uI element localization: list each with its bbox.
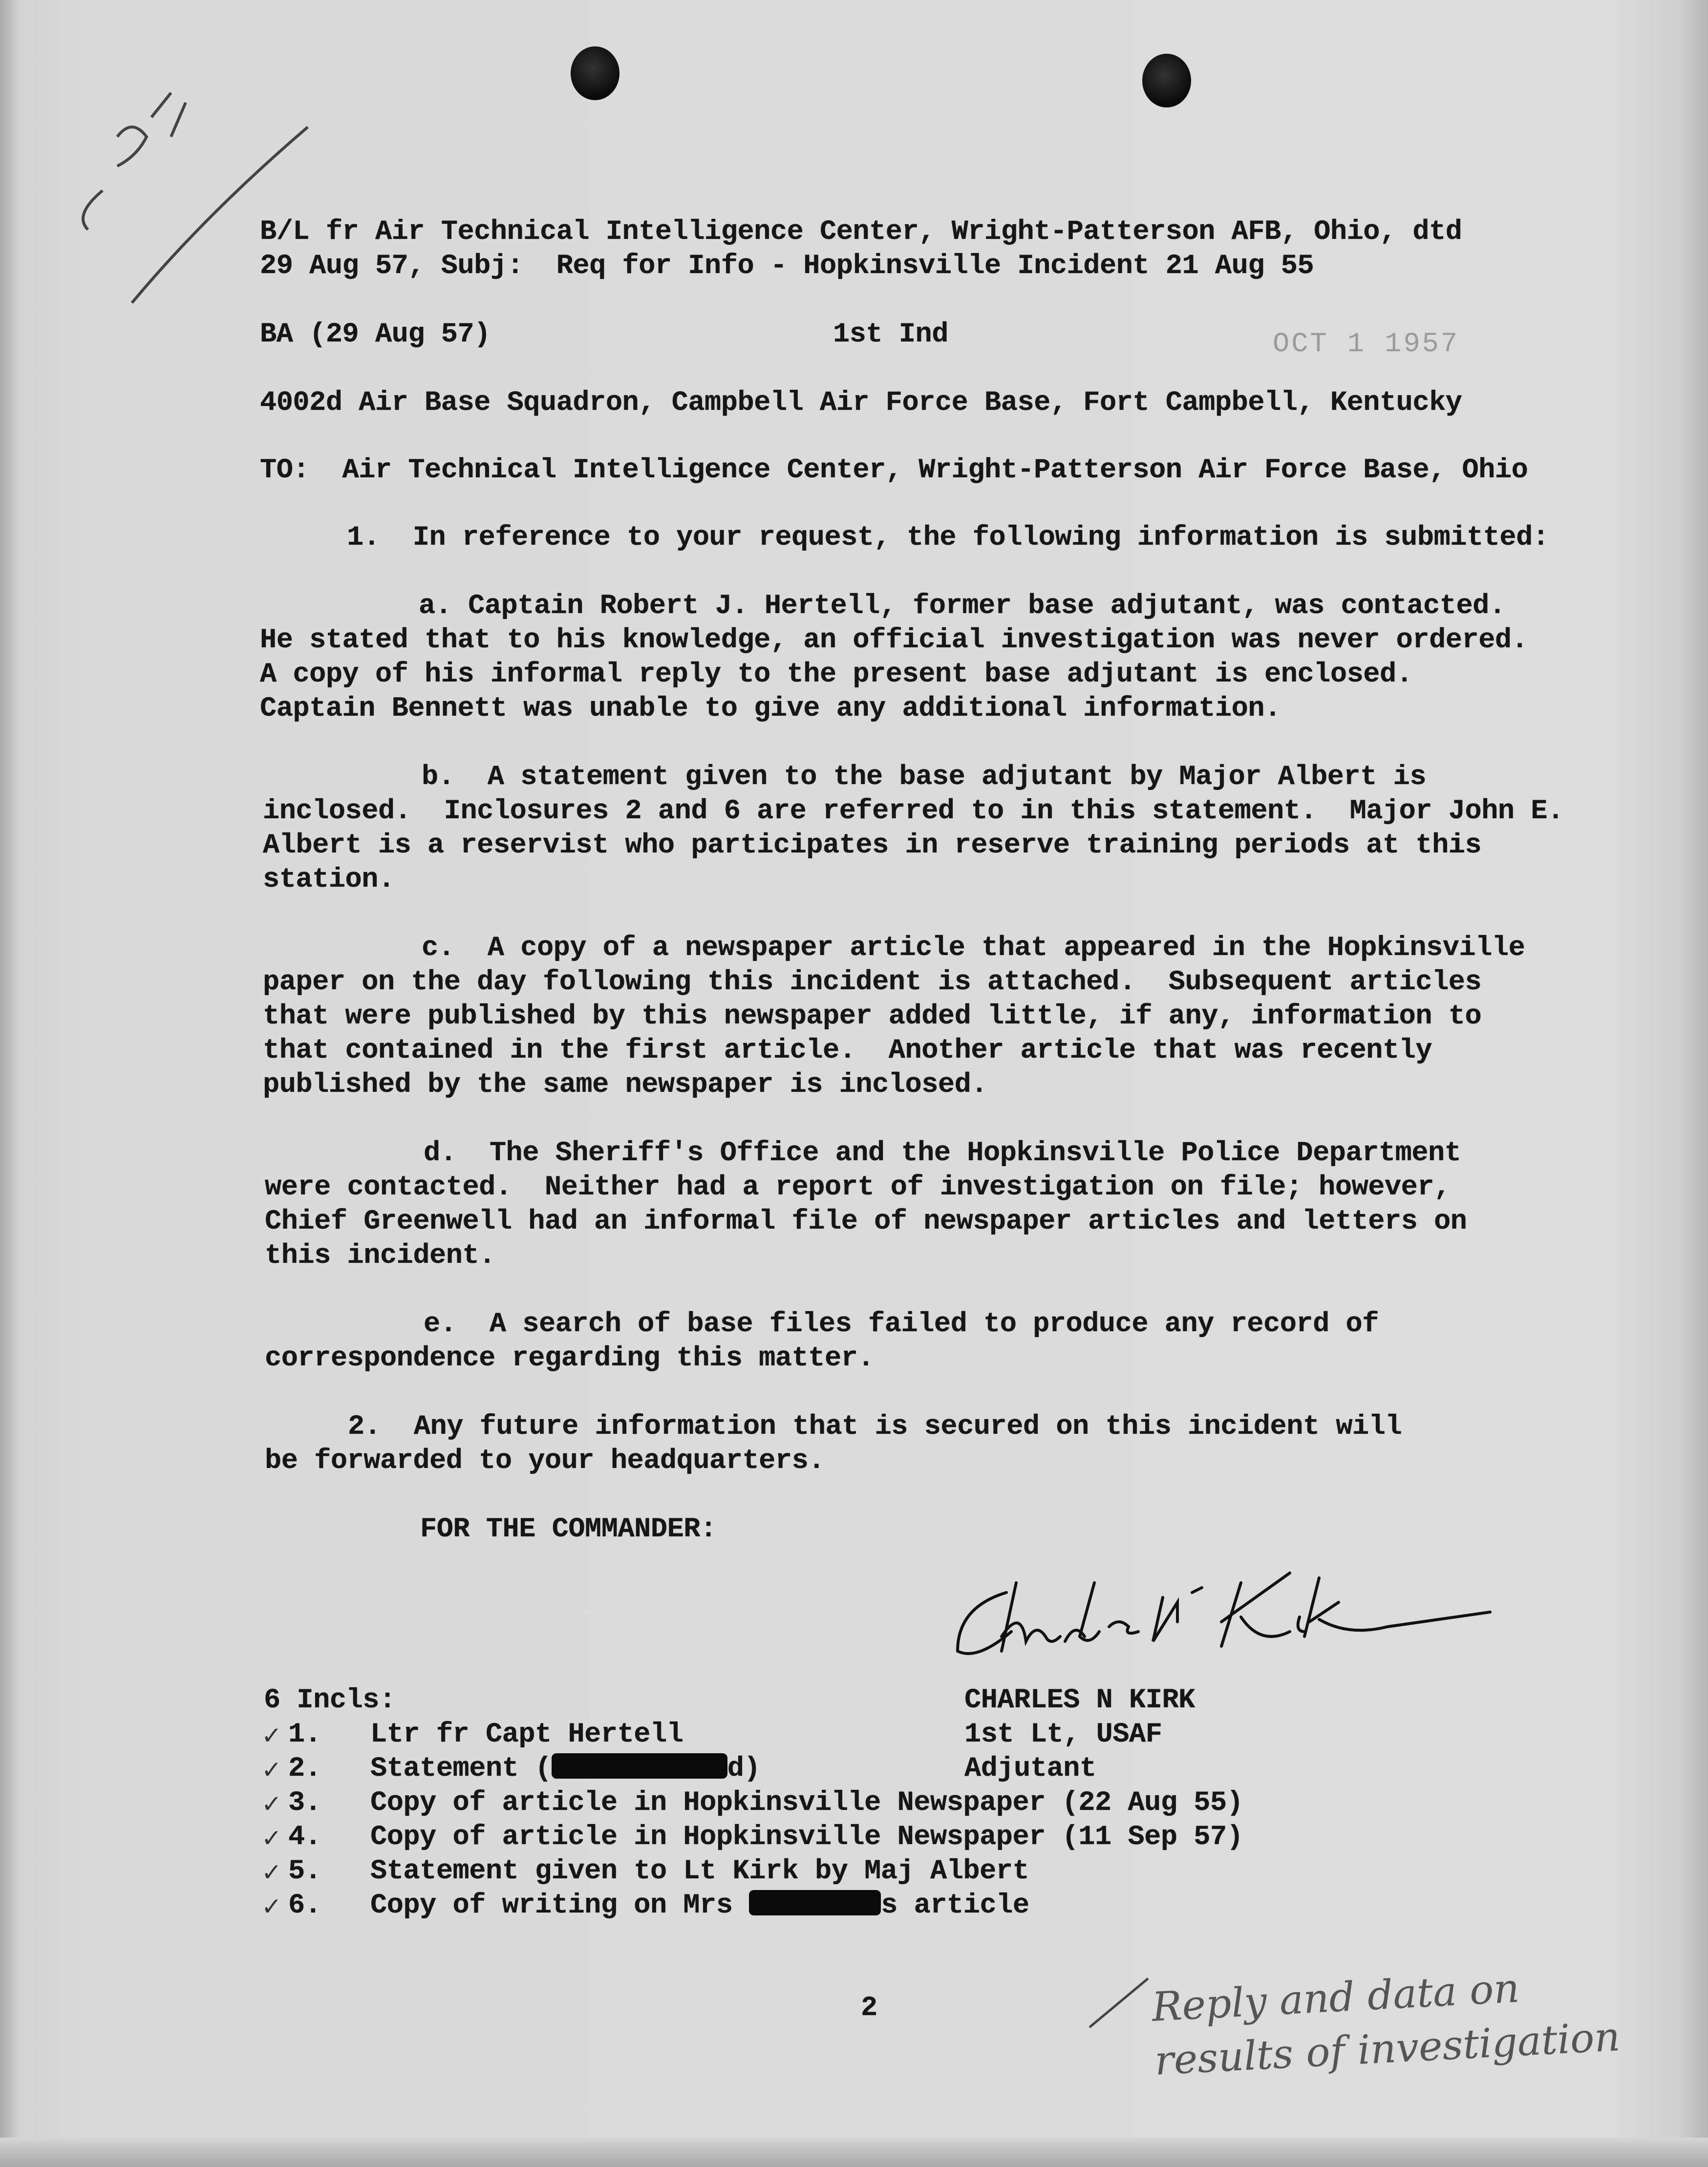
inclosure-number: 5.: [288, 1856, 321, 1887]
text-line: correspondence regarding this matter.: [265, 1343, 875, 1374]
check-mark-icon: ✓: [261, 1721, 282, 1750]
inclosure-number: 6.: [288, 1890, 321, 1921]
inclosure-text: Statement (: [370, 1753, 552, 1785]
inclosure-item: [370, 1786, 1243, 1820]
to-line: TO: Air Technical Intelligence Center, Wright-Patterson Air Force Base, Ohio: [260, 455, 1528, 486]
inclosure-number: 2.: [288, 1753, 321, 1785]
redaction-block: [552, 1753, 727, 1779]
signature: [948, 1563, 1500, 1671]
inclosure-number: 4.: [288, 1822, 321, 1853]
paragraph-1: [347, 521, 1549, 555]
inclosure-text: Statement given to Lt Kirk by Maj Albert: [370, 1856, 1029, 1887]
paragraph-a: [260, 589, 1528, 726]
text-line: 2. Any future information that is secured on this incident will: [348, 1411, 1402, 1443]
text-line: 1. In reference to your request, the following information is submitted:: [347, 522, 1549, 553]
check-mark-icon: ✓: [261, 1824, 282, 1852]
text-line: Chief Greenwell had an informal file of newspaper articles and letters on: [265, 1206, 1467, 1237]
inclosure-item: [370, 1854, 1029, 1889]
text-line: that contained in the first article. Another article that was recently: [263, 1035, 1432, 1066]
closing-line: FOR THE COMMANDER:: [420, 1514, 717, 1545]
paragraph-c: [263, 931, 1525, 1102]
check-mark-icon: ✓: [261, 1892, 282, 1921]
inclosure-text: s article: [881, 1890, 1029, 1921]
check-mark-icon: ✓: [261, 1790, 282, 1818]
text-line: that were published by this newspaper added little, if any, information to: [263, 1001, 1482, 1032]
date-stamp: OCT 1 1957: [1273, 329, 1460, 360]
text-line: Albert is a reservist who participates in reserve training periods at this: [263, 830, 1482, 861]
inclosure-text: Copy of writing on Mrs: [370, 1890, 749, 1921]
page-number: 2: [861, 1993, 877, 2024]
check-mark-icon: ✓: [261, 1858, 282, 1887]
paragraph-b: [263, 760, 1564, 897]
inclosures-heading: 6 Incls:: [264, 1685, 396, 1716]
text-line: a. Captain Robert J. Hertell, former base adjutant, was contacted.: [419, 591, 1506, 622]
text-line: He stated that to his knowledge, an official investigation was never ordered.: [260, 625, 1528, 656]
inclosure-item: [370, 1889, 1029, 1923]
indorsement-label: 1st Ind: [833, 319, 948, 350]
text-line: were contacted. Neither had a report of investigation on file; however,: [265, 1172, 1451, 1203]
inclosure-text: Ltr fr Capt Hertell: [370, 1719, 683, 1750]
redaction-block: [749, 1890, 881, 1915]
signer-name: CHARLES N KIRK: [964, 1685, 1195, 1716]
office-symbol: BA (29 Aug 57): [260, 319, 491, 350]
scan-edge: [0, 2138, 1708, 2167]
inclosure-number: 3.: [288, 1787, 321, 1819]
paragraph-d: [265, 1136, 1467, 1273]
text-line: inclosed. Inclosures 2 and 6 are referred to in this statement. Major John E.: [263, 796, 1564, 827]
reference-header: [260, 215, 1462, 283]
inclosure-text: d): [727, 1753, 761, 1785]
text-line: c. A copy of a newspaper article that appeared in the Hopkinsville: [422, 933, 1525, 964]
text-line: 29 Aug 57, Subj: Req for Info - Hopkinsville Incident 21 Aug 55: [260, 251, 1314, 282]
paragraph-e: [265, 1307, 1379, 1376]
text-line: e. A search of base files failed to produce any record of: [424, 1309, 1379, 1340]
inclosure-item: [370, 1820, 1243, 1854]
text-line: d. The Sheriff's Office and the Hopkinsville Police Department: [424, 1138, 1461, 1169]
text-line: this incident.: [265, 1240, 495, 1272]
punch-hole: [571, 46, 619, 100]
inclosure-text: Copy of article in Hopkinsville Newspaper (11 Sep 57): [370, 1822, 1243, 1853]
inclosure-number: 1.: [288, 1719, 321, 1750]
text-line: A copy of his informal reply to the present base adjutant is enclosed.: [260, 659, 1413, 690]
text-line: paper on the day following this incident is attached. Subsequent articles: [263, 967, 1482, 998]
from-line: 4002d Air Base Squadron, Campbell Air Force Base, Fort Campbell, Kentucky: [260, 387, 1462, 419]
margin-note-tick: [1085, 1974, 1153, 2032]
text-line: station.: [263, 864, 395, 895]
punch-hole: [1142, 54, 1191, 107]
inclosure-item: [370, 1752, 760, 1786]
inclosure-text: Copy of article in Hopkinsville Newspaper (22 Aug 55): [370, 1787, 1243, 1819]
text-line: Captain Bennett was unable to give any additional information.: [260, 693, 1281, 724]
signer-rank: 1st Lt, USAF: [964, 1719, 1162, 1750]
inclosure-item: [370, 1718, 683, 1752]
paragraph-2: [265, 1410, 1402, 1478]
handwritten-margin-note: Reply and data on results of investigation: [1151, 1965, 1622, 2084]
signer-title: Adjutant: [964, 1753, 1096, 1785]
text-line: b. A statement given to the base adjutant by Major Albert is: [422, 762, 1427, 793]
text-line: be forwarded to your headquarters.: [265, 1445, 825, 1477]
text-line: B/L fr Air Technical Intelligence Center, Wright-Patterson AFB, Ohio, dtd: [260, 216, 1462, 248]
check-mark-icon: ✓: [261, 1756, 282, 1784]
text-line: published by the same newspaper is inclosed.: [263, 1069, 988, 1101]
